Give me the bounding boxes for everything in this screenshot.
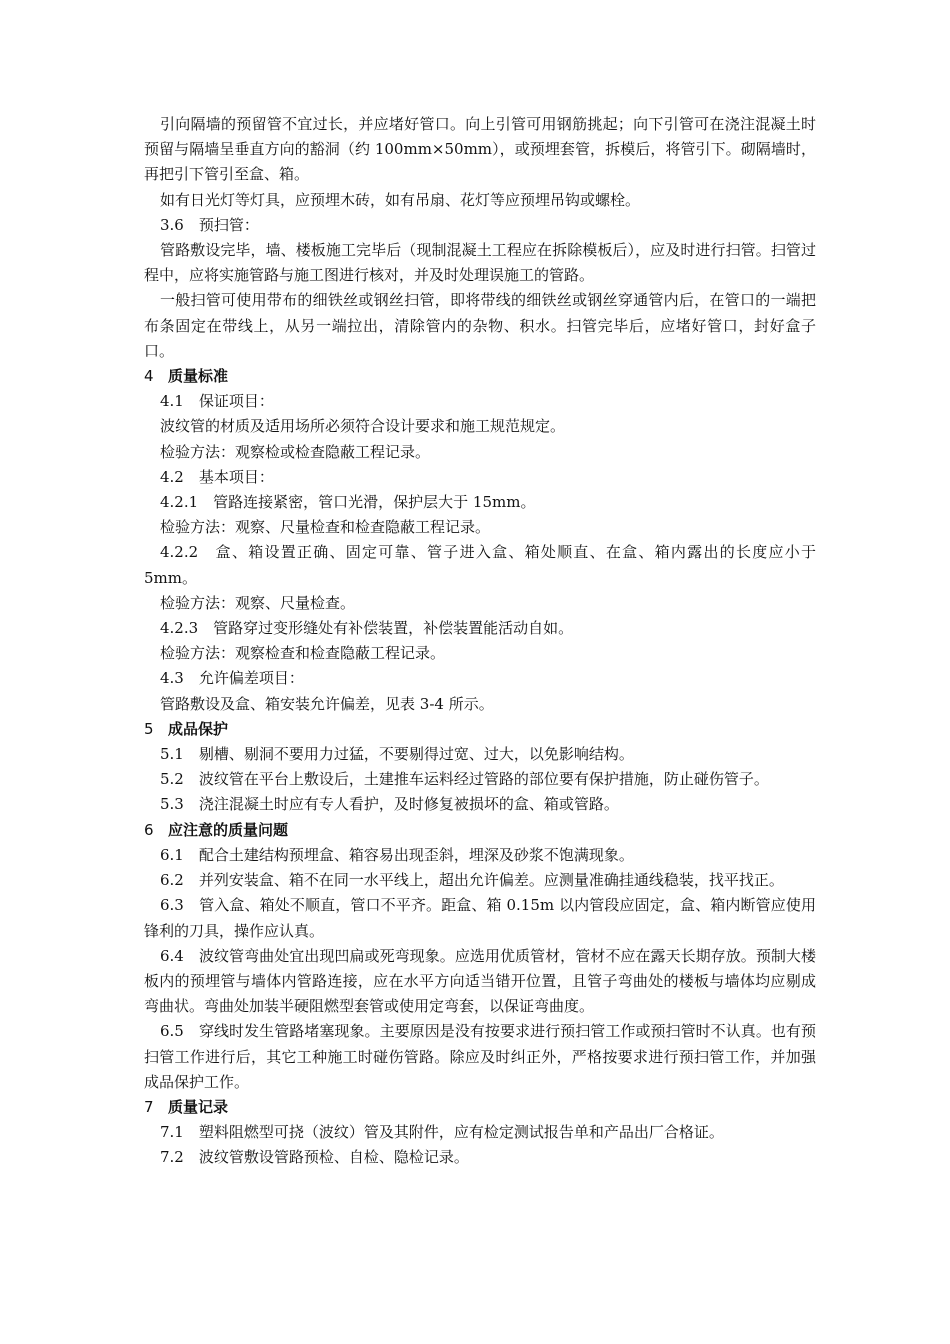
paragraph-inspection-4-2-2: 检验方法：观察、尺量检查。 (160, 593, 356, 612)
paragraph-inspection-4-1: 检验方法：观察检或检查隐蔽工程记录。 (160, 442, 431, 461)
paragraph-material: 波纹管的材质及适用场所必须符合设计要求和施工规范规定。 (160, 417, 566, 436)
item-5-1: 5.1 剔槽、剔洞不要用力过猛，不要剔得过宽、过大，以免影响结构。 (160, 745, 634, 764)
section-heading-6: 6 应注意的质量问题 (144, 820, 289, 839)
item-4-2-3: 4.2.3 管路穿过变形缝处有补偿装置，补偿装置能活动自如。 (160, 619, 574, 638)
item-6-5: 6.5 穿线时发生管路堵塞现象。主要原因是没有按要求进行预扫管工作或预扫管时不认真。也有预扫管工作进行后，其它工种施工时碰伤管路。除应及时纠正外，严格按要求进行预扫管工作，并加强成品保护工作。 (144, 1022, 816, 1091)
item-6-3: 6.3 管入盒、箱处不顺直，管口不平齐。距盒、箱 0.15m 以内管段应固定，盒、箱内断管应使用锋利的刀具，操作应认真。 (144, 896, 816, 940)
paragraph-sweep-timing: 管路敷设完毕，墙、楼板施工完毕后（现制混凝土工程应在拆除模板后），应及时进行扫管。扫管过程中，应将实施管路与施工图进行核对，并及时处理误施工的管路。 (144, 241, 816, 285)
item-6-4: 6.4 波纹管弯曲处宜出现凹扁或死弯现象。应选用优质管材，管材不应在露天长期存放。预制大楼板内的预埋管与墙体内管路连接，应在水平方向适当错开位置，且管子弯曲处的楼板与墙体均应剔成弯曲状。弯曲处加装半硬阻燃型套管或使用定弯套，以保证弯曲度。 (144, 946, 816, 1016)
item-7-2: 7.2 波纹管敷设管路预检、自检、隐检记录。 (160, 1148, 469, 1167)
item-4-2-2: 4.2.2 盒、箱设置正确、固定可靠、管子进入盒、箱处顺直、在盒、箱内露出的长度应小于5mm。 (144, 543, 816, 587)
item-7-1: 7.1 塑料阻燃型可挠（波纹）管及其附件，应有检定测试报告单和产品出厂合格证。 (160, 1123, 724, 1142)
paragraph-inspection-4-2-1: 检验方法：观察、尺量检查和检查隐蔽工程记录。 (160, 518, 491, 537)
item-4-2-1: 4.2.1 管路连接紧密，管口光滑，保护层大于 15mm。 (160, 493, 536, 512)
section-heading-5: 5 成品保护 (144, 719, 229, 738)
section-heading-4: 4 质量标准 (144, 367, 229, 386)
subheading-4-3: 4.3 允许偏差项目： (160, 669, 304, 688)
paragraph-lamp-anchors: 如有日光灯等灯具，应预埋木砖，如有吊扇、花灯等应预埋吊钩或螺栓。 (160, 190, 641, 209)
item-5-2: 5.2 波纹管在平台上敷设后，土建推车运料经过管路的部位要有保护措施，防止碰伤管子。 (160, 770, 769, 789)
item-6-2: 6.2 并列安装盒、箱不在同一水平线上，超出允许偏差。应测量准确挂通线稳装，找平找正。 (160, 871, 784, 890)
paragraph-sweep-method: 一般扫管可使用带布的细铁丝或钢丝扫管，即将带线的细铁丝或钢丝穿通管内后，在管口的一端把布条固定在带线上，从另一端拉出，清除管内的杂物、积水。扫管完毕后，应堵好管口，封好盒子口。 (144, 291, 816, 360)
subheading-3-6: 3.6 预扫管： (160, 215, 259, 234)
paragraph-conduit-wall: 引向隔墙的预留管不宜过长，并应堵好管口。向上引管可用钢筋挑起；向下引管可在浇注混凝土时预留与隔墙呈垂直方向的豁洞（约 100mm×50mm），或预埋套管，拆模后，将管引下。砌隔墙时，再把引下管引至盒、箱。 (144, 115, 816, 184)
paragraph-tolerance: 管路敷设及盒、箱安装允许偏差，见表 3-4 所示。 (160, 694, 494, 713)
section-heading-7: 7 质量记录 (144, 1097, 229, 1116)
subheading-4-2: 4.2 基本项目： (160, 467, 274, 486)
subheading-4-1: 4.1 保证项目： (160, 392, 274, 411)
item-5-3: 5.3 浇注混凝土时应有专人看护，及时修复被损坏的盒、箱或管路。 (160, 795, 619, 814)
item-6-1: 6.1 配合土建结构预埋盒、箱容易出现歪斜，埋深及砂浆不饱满现象。 (160, 845, 634, 864)
document-body (144, 112, 816, 1171)
paragraph-inspection-4-2-3: 检验方法：观察检查和检查隐蔽工程记录。 (160, 644, 446, 663)
